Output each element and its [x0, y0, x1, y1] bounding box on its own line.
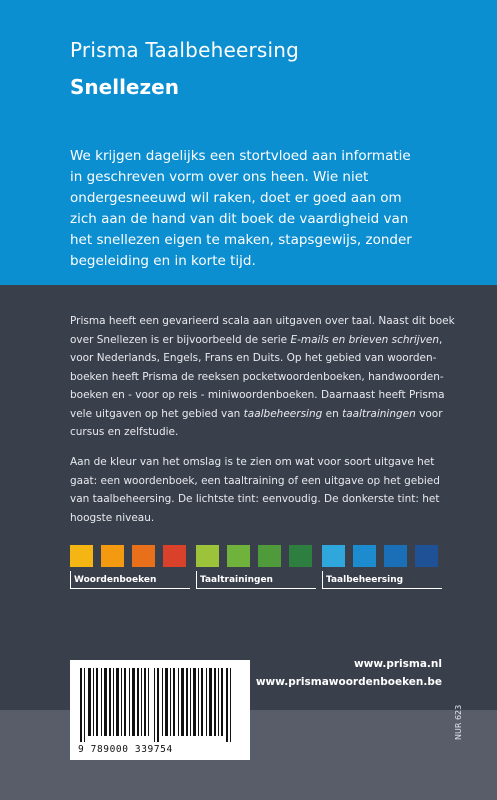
para-italic: E-mails en brieven schrijven [290, 333, 440, 346]
intro-line: zich aan de hand van dit boek de vaardigheid van [70, 211, 409, 227]
color-swatch [101, 545, 124, 567]
para-text: en [322, 407, 343, 420]
para-line [70, 405, 450, 424]
category-woordenboeken: Woordenboeken [70, 571, 190, 589]
color-swatch [196, 545, 219, 567]
para-line [70, 331, 450, 350]
intro-line: het snellezen eigen te maken, stapsgewijs, zonder [70, 232, 412, 248]
intro-line: ondergesneeuwd wil raken, doet er goed aan om [70, 190, 402, 206]
para-line: gaat: een woordenboek, een taaltraining of een uitgave op het gebied [70, 474, 440, 487]
para-line: Prisma heeft een gevarieerd scala aan uitgaven over taal. Naast dit boek [70, 315, 455, 327]
category-taaltrainingen: Taaltrainingen [196, 571, 316, 589]
color-swatch [227, 545, 250, 567]
para-text: , [439, 333, 443, 346]
para-line: boeken en - voor op reis - miniwoordenboeken. Daarnaast heeft Prisma [70, 389, 445, 401]
color-swatch [289, 545, 312, 567]
series-name: Prisma Taalbeheersing [70, 38, 300, 62]
para-italic: taaltrainingen [342, 407, 416, 420]
nur-code: NUR 623 [454, 704, 463, 740]
barcode-digits: 9 789000 339754 [78, 744, 173, 755]
para-line: cursus en zelfstudie. [70, 426, 179, 438]
para-line: voor Nederlands, Engels, Frans en Duits. Op het gebied van woorden- [70, 352, 437, 364]
intro-line: in geschreven vorm over ons heen. Wie niet [70, 169, 369, 185]
color-swatch [353, 545, 376, 567]
para-line: Aan de kleur van het omslag is te zien om wat voor soort uitgave het [70, 456, 435, 468]
para-italic: taalbeheersing [243, 407, 323, 420]
color-swatch [258, 545, 281, 567]
color-swatch [70, 545, 93, 567]
url-prismawoordenboeken[interactable]: www.prismawoordenboeken.be [255, 676, 442, 688]
para-line: boeken heeft Prisma de reeksen pocketwoordenboeken, handwoorden- [70, 370, 444, 383]
url-prisma[interactable]: www.prisma.nl [353, 658, 442, 670]
paragraph-colors [70, 453, 450, 527]
intro-line: We krijgen dagelijks een stortvloed aan informatie [70, 148, 411, 164]
book-title: Snellezen [70, 75, 179, 99]
category-taalbeheersing: Taalbeheersing [322, 571, 442, 589]
color-swatch [415, 545, 438, 567]
color-swatch [132, 545, 155, 567]
para-text: voor [415, 407, 443, 420]
para-line: van taalbeheersing. De lichtste tint: eenvoudig. De donkerste tint: het [70, 493, 440, 505]
color-swatch [322, 545, 345, 567]
barcode [70, 660, 250, 760]
category-labels [70, 571, 442, 593]
dark-band [0, 285, 497, 710]
color-swatches [70, 545, 440, 567]
color-swatch [384, 545, 407, 567]
intro-line: begeleiding en in korte tijd. [70, 253, 256, 269]
paragraph-series [70, 312, 455, 442]
para-text: over Snellezen is er bijvoorbeeld de serie [70, 333, 291, 346]
color-swatch [163, 545, 186, 567]
intro-text [70, 146, 440, 272]
para-text: vele uitgaven op het gebied van [70, 407, 244, 420]
top-blue-band [0, 0, 497, 285]
para-line: hoogste niveau. [70, 511, 155, 524]
barcode-bars [76, 668, 244, 742]
website-links [256, 655, 442, 691]
